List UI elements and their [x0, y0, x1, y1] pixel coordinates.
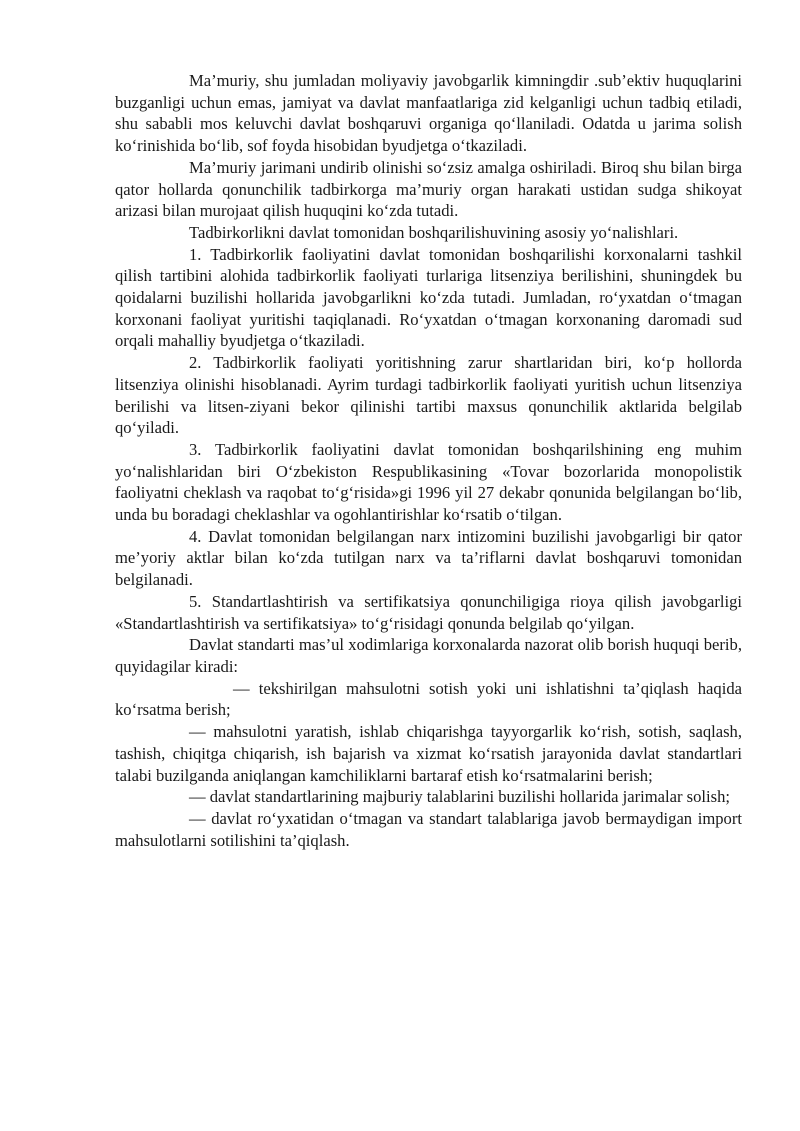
paragraph-state-standard-rights: Davlat standarti mas’ul xodimlariga korxonalarda nazorat olib borish huquqi berib, quyidagilar kiradi: — [115, 635, 742, 676]
numbered-paragraph-5: 5. Standartlashtirish va sertifikatsiya qonunchiligiga rioya qilish javobgarligi «Standartlashtirish va sertifikatsiya» to‘g‘risidagi qonunda belgilab qo‘yilgan. — [115, 591, 742, 633]
document-page — [115, 70, 742, 851]
paragraph-fine-collection: Ma’muriy jarimani undirib olinishi so‘zsiz amalga oshiriladi. Biroq shu bilan birga qator hollarda qonunchilik tadbirkorga ma’muriy organ harakati ustidan sudga shikoyat arizasi bilan murojaat qilish huquqini ko‘zda tutadi. — [115, 157, 742, 221]
numbered-paragraph-4: 4. Davlat tomonidan belgilangan narx intizomini buzilishi javobgarligi bir qator me’yoriy aktlar bilan ko‘zda tutilgan narx va ta’riflarni davlat boshqaruvi tomonidan belgilanadi. — [115, 526, 742, 590]
numbered-paragraph-1: 1. Tadbirkorlik faoliyatini davlat tomonidan boshqarilishi korxonalarni tashkil qilish tartibini alohida tadbirkorlik faoliyati turlariga litsenziya berilishini, shuningdek bu qoidalarni buzilishi hollarida javobgarlikni ko‘zda tutadi. Jumladan, ro‘yxatdan o‘tmagan korxonani faoliyat yuritishi taqiqlanadi. Ro‘yxatdan o‘tmagan korxonaning daromadi sud orqali mahalliy byudjetga o‘tkaziladi. — [115, 244, 742, 351]
dash-item-prohibit-sale: — tekshirilgan mahsulotni sotish yoki uni ishlatishni ta’qiqlash haqida ko‘rsatma berish; — [115, 678, 742, 720]
numbered-paragraph-2: 2. Tadbirkorlik faoliyati yoritishning zarur shartlaridan biri, ko‘p hollorda litsenziya olinishi hisoblanadi. Ayrim turdagi tadbirkorlik faoliyati yuritish uchun litsenziya berilishi va litsen-ziyani bekor qilinishi tartibi maxsus qonunchilik aktlarida belgilab qo‘yiladi. — [115, 353, 742, 438]
paragraph-administrative-liability: Ma’muriy, shu jumladan moliyaviy javobgarlik kimningdir .sub’ektiv huquqlarini buzganligi uchun emas, jamiyat va davlat manfaatlariga zid kelganligi uchun tadbiq etiladi, shu sababli mos keluvchi davlat boshqaruvi organiga qo‘llaniladi. Odatda u jarima solish ko‘rinishida bo‘lib, sof foyda hisobidan byudjetga o‘tkaziladi. — [115, 71, 742, 156]
numbered-paragraph-3: 3. Tadbirkorlik faoliyatini davlat tomonidan boshqarilshining eng muhim yo‘nalishlaridan biri O‘zbekiston Respublikasining «Tovar bozorlarida monopolistik faoliyatni cheklash va raqobat to‘g‘risida»gi 1996 yil 27 dekabr qonunida belgilangan bo‘lib, unda bu boradagi cheklashlar va ogohlantirishlar ko‘rsatib o‘tilgan. — [115, 439, 742, 525]
section-heading-regulation-directions: Tadbirkorlikni davlat tomonidan boshqarilishuvining asosiy yo‘nalishlari. — [189, 222, 679, 242]
dash-item-prohibit-imports: — davlat ro‘yxatidan o‘tmagan va standart talablariga javob bermaydigan import mahsulotlarni sotilishini ta’qiqlash. — [115, 808, 742, 850]
dash-item-impose-fines: — davlat standartlarining majburiy talablarini buzilishi hollarida jarimalar solish; — [189, 787, 730, 807]
dash-item-fix-deficiencies: — mahsulotni yaratish, ishlab chiqarishga tayyorgarlik ko‘rish, sotish, saqlash, tashish, chiqitga chiqarish, ish bajarish va xizmat ko‘rsatish jarayonida davlat standartlari talabi buzilganda aniqlangan kamchiliklarni bartaraf etish ko‘rsatmalarini berish; — [115, 722, 742, 785]
